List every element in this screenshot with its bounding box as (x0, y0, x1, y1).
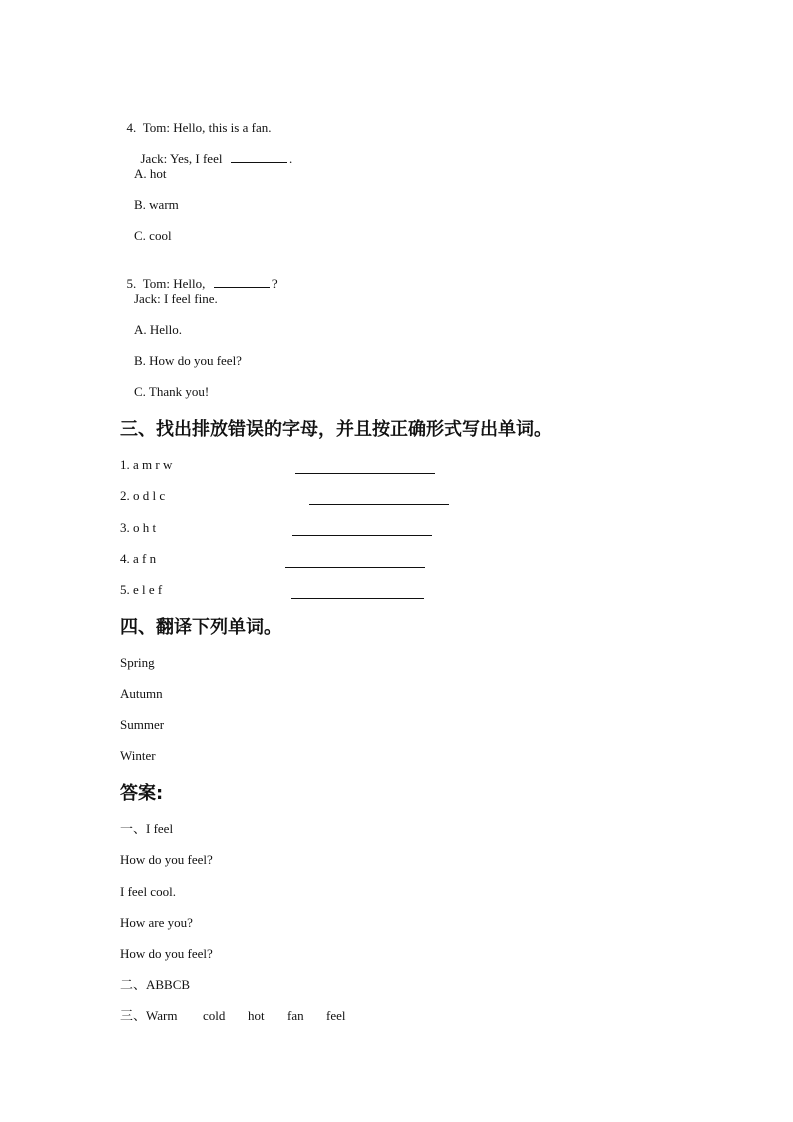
answer-word: fan (287, 1008, 304, 1023)
question-5-prompt (120, 260, 278, 292)
answer-line-1 (295, 473, 435, 474)
question-punct: ? (271, 276, 278, 291)
answer-word: feel (326, 1008, 346, 1023)
option-4a: A. hot (134, 166, 167, 181)
scramble-item-1: 1. a m r w (120, 457, 173, 472)
scramble-item-4: 4. a f n (120, 551, 157, 566)
option-5a: A. Hello. (134, 322, 183, 337)
answer-line: I feel cool. (120, 884, 176, 899)
word-spring: Spring (120, 655, 155, 670)
word-summer: Summer (120, 717, 165, 732)
question-5-reply: Jack: I feel fine. (134, 291, 218, 306)
answer-word: cold (203, 1008, 226, 1023)
answer-section-3-label: 三、Warm (120, 1008, 178, 1023)
word-autumn: Autumn (120, 686, 163, 701)
section-3-heading: 三、找出排放错误的字母，并且按正确形式写出单词。 (120, 419, 552, 440)
answer-word: hot (248, 1008, 265, 1023)
answer-line: 二、ABBCB (120, 977, 191, 992)
question-text: Tom: Hello, this is a fan. (142, 120, 272, 135)
answer-blank (231, 151, 287, 163)
answer-line-3 (292, 535, 432, 536)
reply-text: Jack: Yes, I feel (140, 151, 223, 166)
question-number: 4. (126, 120, 137, 135)
answer-line: How do you feel? (120, 946, 213, 961)
scramble-item-2: 2. o d l c (120, 488, 166, 503)
scramble-item-3: 3. o h t (120, 520, 157, 535)
option-5b: B. How do you feel? (134, 353, 242, 368)
reply-punct: . (288, 151, 293, 166)
question-4-prompt (120, 104, 271, 136)
answer-blank (214, 276, 270, 288)
option-4c: C. cool (134, 228, 172, 243)
section-4-heading: 四、翻译下列单词。 (120, 617, 282, 638)
option-5c: C. Thank you! (134, 384, 210, 399)
question-number: 5. (126, 276, 137, 291)
answer-line: How are you? (120, 915, 193, 930)
option-4b: B. warm (134, 197, 179, 212)
answer-line-2 (309, 504, 449, 505)
question-text: Tom: Hello, (142, 276, 206, 291)
answer-line: 一、I feel (120, 821, 174, 836)
word-winter: Winter (120, 748, 156, 763)
answer-line-5 (291, 598, 424, 599)
scramble-item-5: 5. e l e f (120, 582, 163, 597)
answer-line-4 (285, 567, 425, 568)
answer-line: How do you feel? (120, 852, 213, 867)
question-4-reply (134, 135, 292, 167)
answers-heading: 答案: (120, 783, 164, 804)
